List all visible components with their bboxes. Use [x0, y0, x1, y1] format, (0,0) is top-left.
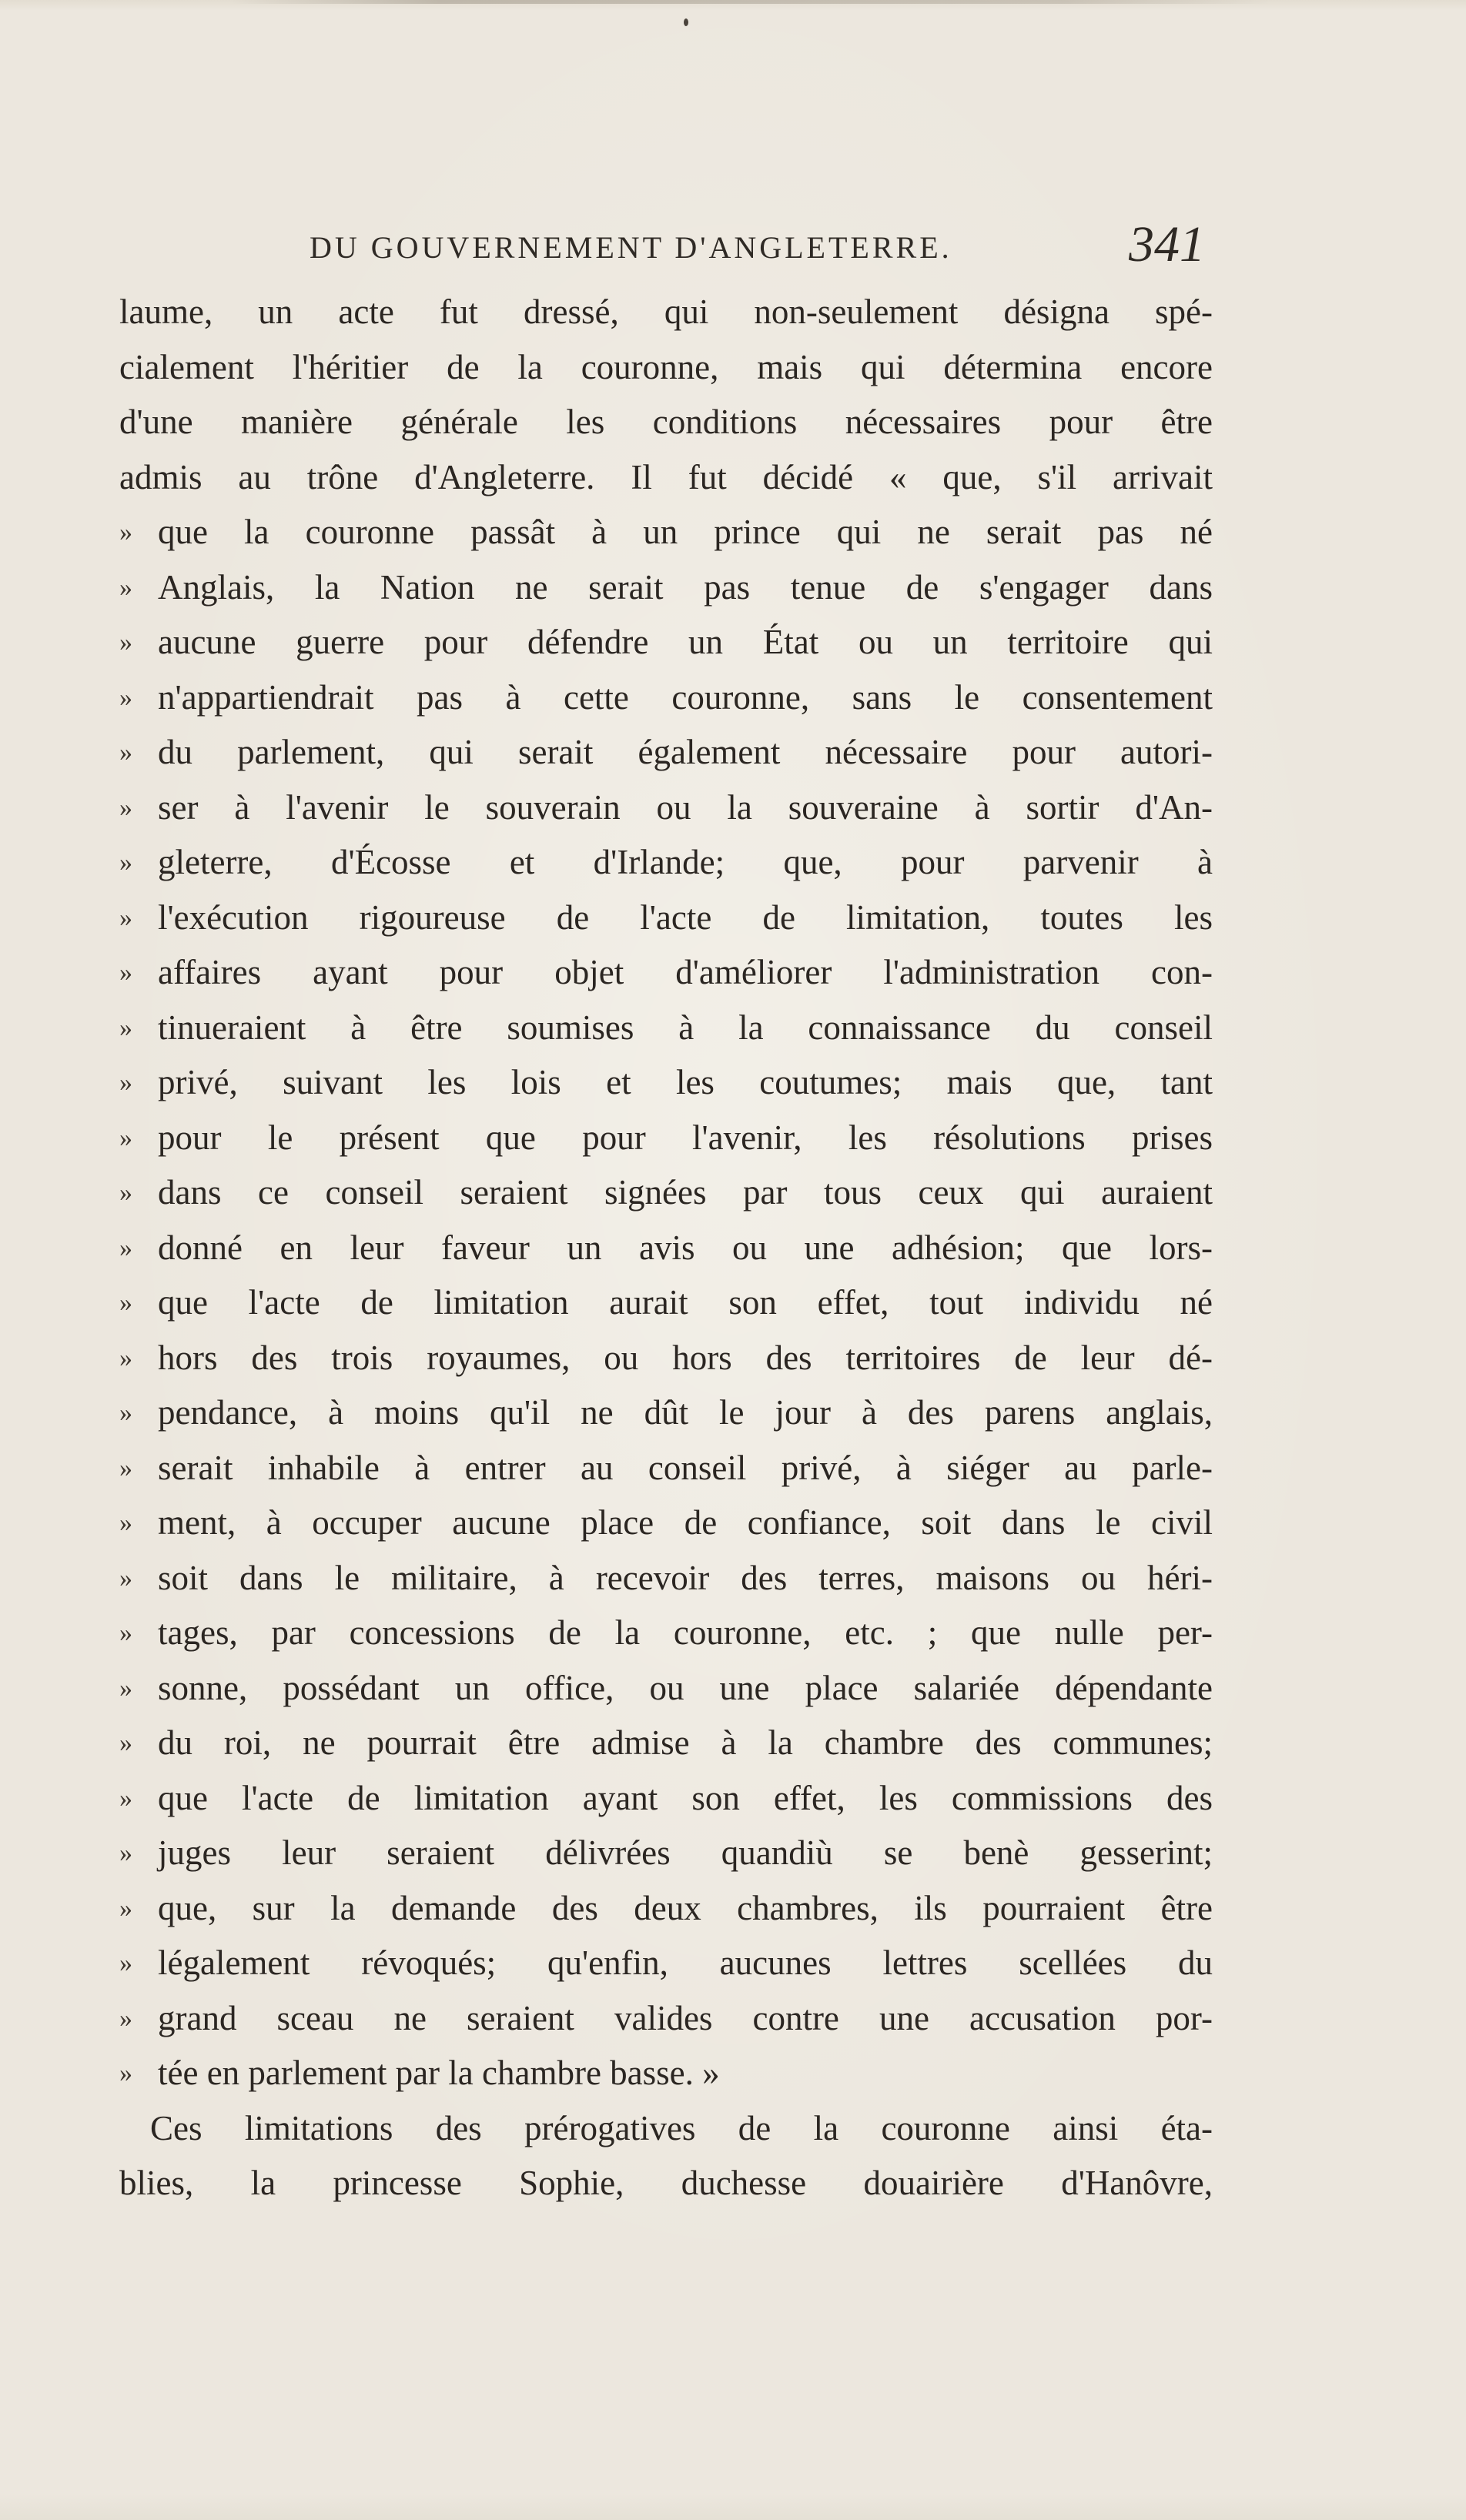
- text-line: [119, 780, 1213, 836]
- line-text: blies, la princesse Sophie, duchesse douairière d'Hanôvre,: [119, 2164, 1213, 2202]
- line-text: hors des trois royaumes, ou hors des territoires de leur dé-: [158, 1338, 1213, 1377]
- body-text: [119, 285, 1213, 2211]
- quote-mark: »: [119, 1893, 132, 1923]
- page-top-edge-shadow: [231, 0, 1270, 4]
- quote-mark: »: [119, 1343, 132, 1372]
- line-text: grand sceau ne seraient valides contre une accusation por-: [158, 1998, 1213, 2037]
- line-text: laume, un acte fut dressé, qui non-seulement désigna spé-: [119, 292, 1213, 331]
- quote-mark: »: [119, 2004, 132, 2033]
- text-line: [119, 1331, 1213, 1386]
- text-line: [119, 2156, 1213, 2211]
- line-text: juges leur seraient délivrées quandiù se benè gesserint;: [158, 1833, 1213, 1872]
- quote-mark: »: [119, 683, 132, 712]
- text-line: [119, 615, 1213, 670]
- text-line: [119, 340, 1213, 396]
- text-line: [119, 1991, 1213, 2047]
- text-line: [119, 1055, 1213, 1111]
- text-line: [119, 1606, 1213, 1661]
- text-line: [119, 505, 1213, 560]
- quote-mark: »: [119, 958, 132, 987]
- text-line: [119, 1771, 1213, 1826]
- line-text: soit dans le militaire, à recevoir des terres, maisons ou héri-: [158, 1558, 1213, 1597]
- text-line: [119, 1936, 1213, 1991]
- line-text: tée en parlement par la chambre basse. »: [158, 2054, 720, 2092]
- quote-mark: »: [119, 1178, 132, 1207]
- quote-mark: »: [119, 1013, 132, 1042]
- text-line: [119, 285, 1213, 340]
- text-line: [119, 835, 1213, 891]
- line-text: que l'acte de limitation ayant son effet, les commissions des: [158, 1778, 1213, 1817]
- text-line: [119, 945, 1213, 1001]
- text-line: [119, 1385, 1213, 1441]
- quote-mark: »: [119, 518, 132, 546]
- text-line: [119, 670, 1213, 726]
- quote-mark: »: [119, 1729, 132, 1757]
- text-line: [119, 1881, 1213, 1937]
- line-text: que l'acte de limitation aurait son effet, tout individu né: [158, 1283, 1213, 1322]
- line-text: ser à l'avenir le souverain ou la souveraine à sortir d'An-: [158, 787, 1213, 827]
- quote-mark: »: [119, 1233, 132, 1262]
- line-text: cialement l'héritier de la couronne, mais qui détermina encore: [119, 347, 1213, 386]
- quote-mark: »: [119, 1619, 132, 1647]
- text-line: [119, 1496, 1213, 1551]
- text-line: [119, 2046, 1213, 2101]
- line-text: que la couronne passât à un prince qui ne serait pas né: [158, 513, 1213, 551]
- quote-mark: »: [119, 1399, 132, 1427]
- line-text: privé, suivant les lois et les coutumes; mais que, tant: [158, 1063, 1213, 1101]
- text-line: [119, 1165, 1213, 1221]
- line-text: sonne, possédant un office, ou une place salariée dépendante: [158, 1668, 1213, 1707]
- line-text: pour le présent que pour l'avenir, les résolutions prises: [158, 1118, 1213, 1157]
- line-text: pendance, à moins qu'il ne dût le jour à des parens anglais,: [158, 1393, 1213, 1432]
- quote-mark: »: [119, 1673, 132, 1703]
- text-line: [119, 1661, 1213, 1716]
- text-line: [119, 395, 1213, 450]
- line-text: du parlement, qui serait également nécessaire pour autori-: [158, 733, 1213, 771]
- quote-mark: »: [119, 573, 132, 602]
- quote-mark: »: [119, 1949, 132, 1977]
- text-line: [119, 1275, 1213, 1331]
- quote-mark: »: [119, 1783, 132, 1813]
- ink-speck: [684, 18, 688, 26]
- line-text: légalement révoqués; qu'enfin, aucunes lettres scellées du: [158, 1943, 1213, 1982]
- quote-mark: »: [119, 1453, 132, 1482]
- line-text: l'exécution rigoureuse de l'acte de limitation, toutes les: [158, 897, 1213, 937]
- text-line: [119, 1441, 1213, 1496]
- quote-mark: »: [119, 1123, 132, 1152]
- quote-mark: »: [119, 628, 132, 657]
- quote-mark: »: [119, 1839, 132, 1867]
- page-number: 341: [1129, 216, 1205, 272]
- text-line: [119, 450, 1213, 506]
- line-text: aucune guerre pour défendre un État ou un territoire qui: [158, 623, 1213, 661]
- text-line: [119, 1001, 1213, 1056]
- line-text: que, sur la demande des deux chambres, ils pourraient être: [158, 1888, 1213, 1927]
- quote-mark: »: [119, 1288, 132, 1317]
- quote-mark: »: [119, 903, 132, 932]
- line-text: du roi, ne pourrait être admise à la chambre des communes;: [158, 1723, 1213, 1762]
- line-text: gleterre, d'Écosse et d'Irlande; que, pour parvenir à: [158, 843, 1213, 881]
- running-head: DU GOUVERNEMENT D'ANGLETERRE.: [310, 230, 952, 265]
- line-text: Ces limitations des prérogatives de la couronne ainsi éta-: [150, 2108, 1213, 2147]
- text-line: [119, 1826, 1213, 1881]
- line-text: affaires ayant pour objet d'améliorer l'administration con-: [158, 953, 1213, 991]
- line-text: n'appartiendrait pas à cette couronne, sans le consentement: [158, 677, 1213, 717]
- text-line: [119, 2101, 1213, 2157]
- text-line: [119, 725, 1213, 780]
- line-text: tinueraient à être soumises à la connaissance du conseil: [158, 1008, 1213, 1047]
- text-line: [119, 891, 1213, 946]
- text-line: [119, 1551, 1213, 1606]
- quote-mark: »: [119, 2059, 132, 2087]
- line-text: admis au trône d'Angleterre. Il fut décidé « que, s'il arrivait: [119, 457, 1213, 496]
- text-line: [119, 1221, 1213, 1276]
- quote-mark: »: [119, 1068, 132, 1097]
- quote-mark: »: [119, 738, 132, 767]
- text-line: [119, 560, 1213, 616]
- line-text: serait inhabile à entrer au conseil privé, à siéger au parle-: [158, 1448, 1213, 1487]
- line-text: ment, à occuper aucune place de confiance, soit dans le civil: [158, 1503, 1213, 1542]
- line-text: d'une manière générale les conditions nécessaires pour être: [119, 403, 1213, 441]
- quote-mark: »: [119, 1509, 132, 1537]
- quote-mark: »: [119, 848, 132, 877]
- quote-mark: »: [119, 793, 132, 822]
- quote-mark: »: [119, 1563, 132, 1593]
- line-text: Anglais, la Nation ne serait pas tenue de s'engager dans: [158, 567, 1213, 607]
- page-header: [115, 206, 1240, 276]
- line-text: dans ce conseil seraient signées par tous ceux qui auraient: [158, 1173, 1213, 1212]
- line-text: tages, par concessions de la couronne, etc. ; que nulle per-: [158, 1613, 1213, 1652]
- text-line: [119, 1716, 1213, 1771]
- line-text: donné en leur faveur un avis ou une adhésion; que lors-: [158, 1228, 1213, 1267]
- text-line: [119, 1111, 1213, 1166]
